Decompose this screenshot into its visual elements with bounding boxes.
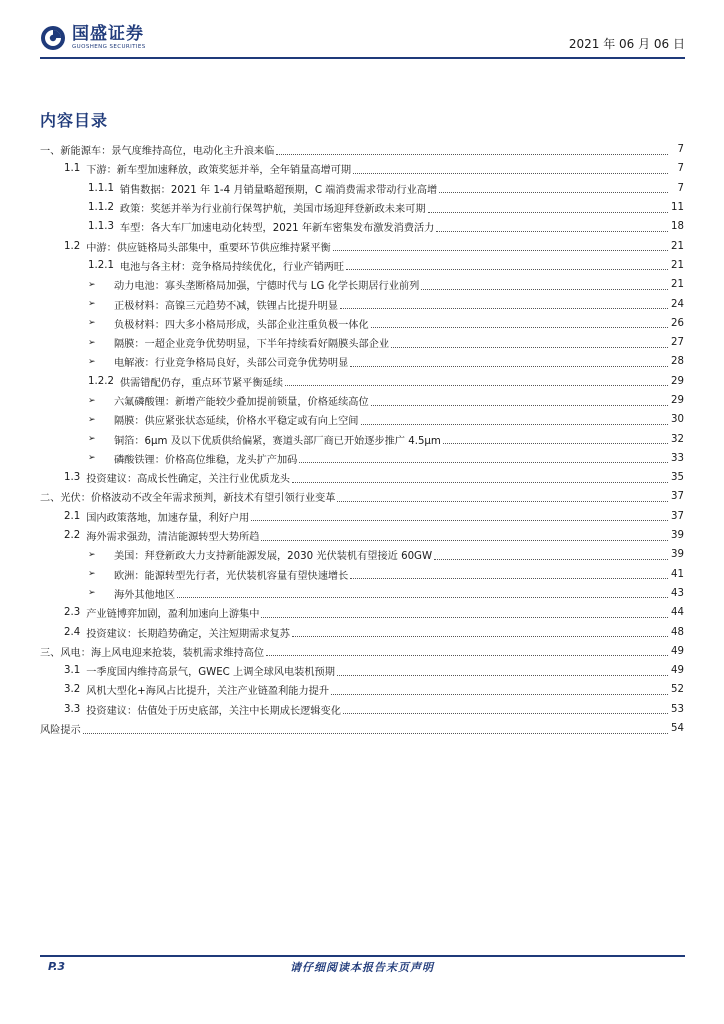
toc-entry-title: 销售数据：2021 年 1-4 月销量略超预期，C 端消费需求带动行业高增 [119,184,438,196]
toc-entry-page: 41 [671,568,684,580]
toc-entry-title: 供需错配仍存，重点环节紧平衡延续 [119,377,283,389]
dot-leader [261,616,668,618]
table-of-contents [40,140,684,738]
dot-leader [285,384,668,386]
bullet-arrow-icon: ➢ [88,434,96,445]
toc-entry[interactable] [40,526,684,545]
toc-entry[interactable] [40,140,684,159]
toc-entry[interactable] [40,429,684,448]
toc-entry-page: 49 [671,665,684,677]
bullet-arrow-icon: ➢ [88,279,96,290]
page-header [40,18,685,58]
bullet-arrow-icon: ➢ [88,569,96,580]
toc-entry[interactable] [40,372,684,391]
toc-entry-number: 2.1 [64,510,81,522]
brand-name-en: GUOSHENG SECURITIES [72,44,146,50]
dot-leader [340,307,668,309]
toc-entry-number: 3.2 [64,684,81,696]
toc-entry-title: 欧洲：能源转型先行者，光伏装机容量有望快速增长 [114,570,349,582]
dot-leader [292,481,668,483]
toc-entry-number: 3.3 [64,703,81,715]
toc-entry-title: 风险提示 [40,725,81,737]
toc-entry[interactable] [40,314,684,333]
toc-entry[interactable] [40,642,684,661]
toc-entry-title: 隔膜：供应紧张状态延续，价格水平稳定或有向上空间 [114,416,359,428]
toc-entry-page: 32 [671,433,684,445]
toc-entry[interactable] [40,256,684,275]
toc-entry[interactable] [40,468,684,487]
toc-entry-title: 六氟磷酸锂：新增产能较少叠加提前锁量，价格延续高位 [114,397,369,408]
toc-entry[interactable] [40,487,684,506]
bullet-arrow-icon: ➢ [88,414,96,425]
toc-entry-page: 44 [671,607,684,619]
toc-entry-page: 21 [671,240,684,252]
toc-entry-number: 1.1.2 [88,202,114,214]
toc-entry-title: 一季度国内维持高景气，GWEC 上调全球风电装机预期 [86,667,335,679]
toc-entry[interactable] [40,584,684,603]
toc-entry[interactable] [40,700,684,719]
toc-entry-number: 3.1 [64,665,81,677]
toc-entry[interactable] [40,352,684,371]
toc-entry-page: 39 [671,549,684,561]
toc-entry-number: 2.2 [64,530,81,542]
dot-leader [439,191,668,193]
toc-entry-title: 下游：新车型加速释放，政策奖惩并举，全年销量高增可期 [86,165,352,177]
toc-entry[interactable] [40,622,684,641]
brand-name-cn: 国盛证券 [72,24,144,44]
toc-entry-page: 18 [671,221,684,233]
bullet-arrow-icon: ➢ [88,588,96,599]
dot-leader [343,712,668,714]
toc-entry-page: 30 [671,414,684,426]
toc-entry[interactable] [40,275,684,294]
dot-leader [292,635,668,637]
toc-entry-page: 26 [671,317,684,329]
toc-entry-page: 33 [671,452,684,464]
report-date: 2021 年 06 月 06 日 [568,37,685,51]
toc-entry-number: 1.1.1 [88,182,114,194]
toc-entry[interactable] [40,198,684,217]
dot-leader [371,326,668,328]
toc-entry[interactable] [40,159,684,178]
toc-entry-number: 1.2 [64,240,81,252]
dot-leader [421,288,668,290]
toc-entry-title: 电池与各主材：竞争格局持续优化，行业产销两旺 [119,261,345,273]
toc-entry-page: 43 [671,587,684,599]
toc-entry[interactable] [40,661,684,680]
toc-entry-title: 电解液：行业竞争格局良好，头部公司竞争优势明显 [114,358,349,370]
toc-entry-page: 37 [671,491,684,503]
dot-leader [266,654,668,656]
dot-leader [83,732,668,734]
dot-leader [428,211,668,213]
toc-entry-page: 49 [671,645,684,657]
footer-disclaimer: 请仔细阅读本报告末页声明 [290,961,434,974]
bullet-arrow-icon: ➢ [88,299,96,310]
toc-entry-page: 29 [671,375,684,387]
toc-entry-number: 1.2.2 [88,375,114,387]
toc-entry-page: 11 [671,202,684,214]
toc-entry-title: 正极材料：高镍三元趋势不减，铁锂占比提升明显 [114,300,339,312]
toc-entry-page: 21 [671,279,684,291]
dot-leader [251,519,668,521]
bullet-arrow-icon: ➢ [88,549,96,560]
bullet-arrow-icon: ➢ [88,337,96,348]
dot-leader [443,442,668,444]
toc-entry-title: 政策：奖惩并举为行业前行保驾护航，美国市场迎拜登新政未来可期 [119,204,426,216]
toc-entry[interactable] [40,333,684,352]
toc-entry-page: 28 [671,356,684,368]
toc-entry[interactable] [40,179,684,198]
toc-entry-title: 国内政策落地，加速存量，利好户用 [86,512,250,524]
dot-leader [337,500,668,502]
toc-entry[interactable] [40,603,684,622]
toc-entry-number: 1.3 [64,472,81,484]
toc-entry-page: 53 [671,703,684,715]
toc-entry-number: 1.2.1 [88,259,114,271]
toc-entry-page: 7 [677,182,684,194]
toc-entry[interactable] [40,719,684,738]
toc-entry-title: 美国：拜登新政大力支持新能源发展，2030 光伏装机有望接近 60GW [114,551,433,563]
header-rule [40,57,685,59]
toc-entry-title: 动力电池：寡头垄断格局加强，宁德时代与 LG 化学长期居行业前列 [114,281,420,293]
dot-leader [391,346,668,348]
bullet-arrow-icon: ➢ [88,453,96,464]
toc-entry-page: 27 [671,337,684,349]
toc-entry-title: 投资建议：估值处于历史底部，关注中长期成长逻辑变化 [86,705,341,717]
toc-entry-number: 2.3 [64,607,81,619]
toc-entry-page: 37 [671,510,684,522]
toc-entry-title: 产业链博弈加剧，盈利加速向上游集中 [86,609,260,621]
toc-entry-page: 48 [671,626,684,638]
bullet-arrow-icon: ➢ [88,318,96,329]
bullet-arrow-icon: ➢ [88,356,96,367]
toc-entry-title: 隔膜：一超企业竞争优势明显，下半年持续看好隔膜头部企业 [114,339,390,351]
brand-logo [40,18,146,58]
bullet-arrow-icon: ➢ [88,395,96,406]
toc-entry[interactable] [40,391,684,410]
toc-entry-title: 二、光伏：价格波动不改全年需求预判，新技术有望引领行业变革 [40,493,336,505]
toc-entry[interactable] [40,236,684,255]
dot-leader [261,539,668,541]
toc-entry-title: 海外其他地区 [114,589,176,601]
toc-entry[interactable] [40,545,684,564]
dot-leader [337,674,668,676]
footer-rule [40,955,685,957]
toc-entry-title: 铜箔：6μm 及以下优质供给偏紧，赛道头部厂商已开始逐步推广 4.5μm [114,435,441,447]
toc-entry-title: 投资建议：高成长性确定，关注行业优质龙头 [86,474,290,486]
dot-leader [276,153,668,155]
toc-entry-page: 39 [671,530,684,542]
toc-entry-page: 24 [671,298,684,310]
toc-entry-page: 35 [671,472,684,484]
toc-entry-page: 54 [671,723,684,735]
toc-entry[interactable] [40,680,684,699]
dot-leader [436,230,668,232]
toc-entry-title: 三、风电：海上风电迎来抢装，装机需求维持高位 [40,647,265,659]
toc-entry-title: 负极材料：四大多小格局形成，头部企业注重负极一体化 [114,319,369,331]
toc-entry[interactable] [40,565,684,584]
page-number: P.3 [48,960,66,973]
toc-entry-page: 52 [671,684,684,696]
dot-leader [434,558,668,560]
dot-leader [331,693,668,695]
toc-entry[interactable] [40,449,684,468]
dot-leader [353,172,668,174]
toc-entry-page: 7 [677,144,684,156]
toc-entry[interactable] [40,410,684,429]
toc-entry-page: 7 [677,163,684,175]
toc-entry-page: 21 [671,259,684,271]
dot-leader [299,461,668,463]
dot-leader [361,423,669,425]
toc-entry-title: 车型：各大车厂加速电动化转型，2021 年新车密集发布激发消费活力 [119,223,435,235]
toc-entry-title: 中游：供应链格局头部集中，重要环节供应维持紧平衡 [86,242,331,254]
toc-entry[interactable] [40,294,684,313]
dot-leader [350,577,668,579]
toc-entry-title: 风机大型化+海风占比提升，关注产业链盈利能力提升 [86,686,330,698]
dot-leader [346,268,668,270]
toc-entry-title: 磷酸铁锂：价格高位维稳，龙头扩产加码 [114,454,298,466]
dot-leader [371,404,668,406]
toc-entry-title: 投资建议：长期趋势确定，关注短期需求复苏 [86,628,290,640]
dot-leader [333,249,668,251]
toc-entry-title: 一、新能源车：景气度维持高位，电动化主升浪来临 [40,146,275,158]
dot-leader [177,596,668,598]
toc-entry-title: 海外需求强劲，清洁能源转型大势所趋 [86,532,260,544]
toc-entry-number: 1.1.3 [88,221,114,233]
toc-entry-number: 2.4 [64,626,81,638]
logo-icon [40,25,66,51]
toc-entry-page: 29 [671,395,684,406]
toc-entry[interactable] [40,217,684,236]
toc-entry[interactable] [40,507,684,526]
toc-title: 内容目录 [40,111,109,130]
dot-leader [350,365,668,367]
toc-entry-number: 1.1 [64,163,81,175]
